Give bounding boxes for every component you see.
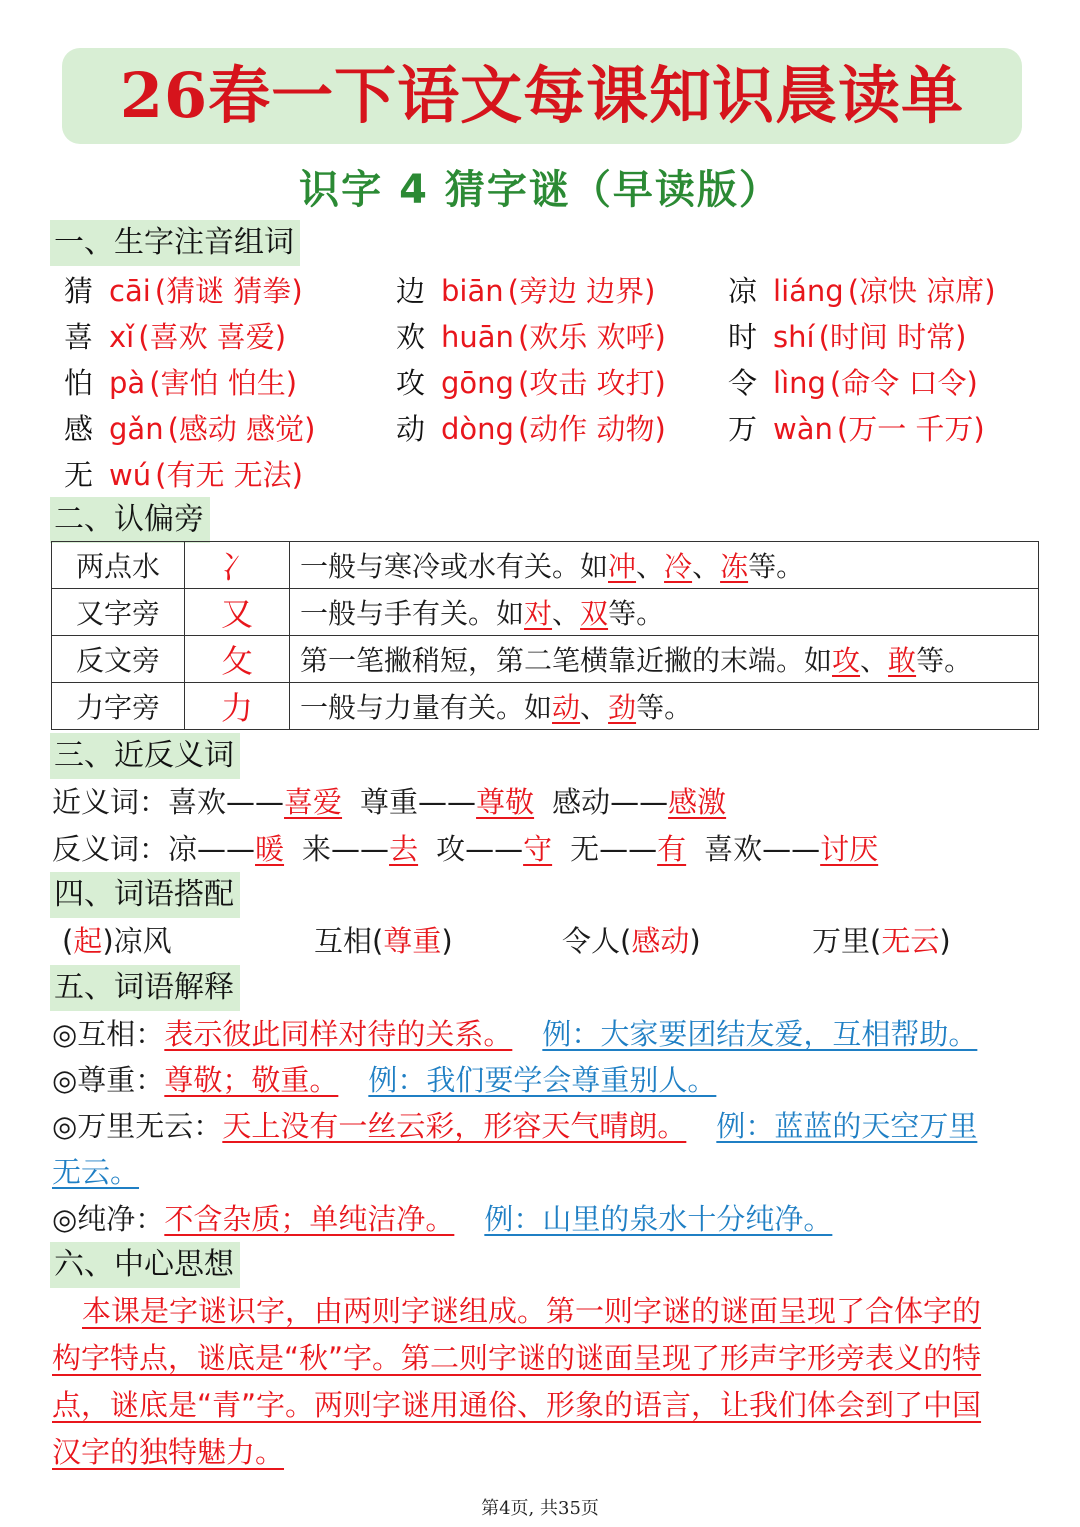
character: 欢 [396, 320, 426, 354]
radical-desc-suffix: 等。 [636, 691, 693, 724]
definition-example: 例：我们要学会尊重别人。 [368, 1063, 717, 1097]
collocation-item [314, 918, 453, 964]
collocation-suffix: ) [441, 924, 453, 958]
radical-desc-suffix: 等。 [608, 597, 665, 630]
definition-meaning: 尊敬；敬重。 [164, 1063, 339, 1097]
pinyin: xǐ [109, 320, 135, 354]
word-group: (万一 千万) [836, 412, 985, 446]
section-heading-synonyms: 三、近反义词 [50, 733, 240, 779]
section-heading-collocations: 四、词语搭配 [50, 872, 240, 918]
word-group: (时间 时常) [818, 320, 967, 354]
radical-desc-suffix: 等。 [916, 644, 973, 677]
character-entry [64, 314, 286, 360]
pairs-label: 反义词： [52, 832, 169, 866]
synonym-line [52, 779, 726, 825]
word-group: (攻击 攻打) [517, 366, 666, 400]
collocation-suffix: ) [689, 924, 701, 958]
definition-row [52, 1011, 977, 1057]
character-entry [64, 406, 315, 452]
radical-example: 冻 [720, 550, 749, 583]
central-idea-line: 汉字的独特魅力。 [52, 1435, 285, 1469]
character-entry [396, 406, 666, 452]
radical-example: 劲 [608, 691, 637, 724]
collocation-answer: 起 [73, 924, 103, 958]
separator: 、 [860, 644, 889, 677]
character: 令 [728, 366, 758, 400]
page-title: 26春一下语文每课知识晨读单 [119, 59, 965, 132]
definition-row-continued [52, 1149, 139, 1195]
character-entry [64, 452, 303, 498]
pair-word: 凉—— [168, 832, 256, 866]
pair-answer: 感激 [668, 785, 727, 819]
pair-word: 来—— [302, 832, 390, 866]
pair-word: 喜欢—— [168, 785, 285, 819]
radical-desc-text: 一般与手有关。如 [300, 597, 525, 630]
pinyin: huān [441, 320, 514, 354]
radical-row [52, 542, 1039, 589]
radical-description [290, 683, 1039, 730]
section-heading-radicals: 二、认偏旁 [50, 497, 210, 543]
collocation-item [62, 918, 172, 964]
radical-desc-text: 一般与寒冷或水有关。如 [300, 550, 609, 583]
pinyin: cāi [109, 274, 151, 308]
collocation-answer: 感动 [631, 924, 690, 958]
word-group: (有无 无法) [155, 458, 303, 492]
radical-name: 又字旁 [52, 589, 185, 636]
pair-answer: 尊敬 [476, 785, 535, 819]
separator: 、 [552, 597, 581, 630]
radical-desc-text: 一般与力量有关。如 [300, 691, 553, 724]
pair-answer: 暖 [255, 832, 285, 866]
pinyin: gōng [441, 366, 514, 400]
character-entry [728, 406, 985, 452]
word-group: (喜欢 喜爱) [138, 320, 287, 354]
definition-row [52, 1057, 716, 1103]
central-idea-line: 构字特点，谜底是“秋”字。第二则字谜的谜面呈现了形声字形旁表义的特 [52, 1341, 982, 1375]
radical-name: 反文旁 [52, 636, 185, 683]
pair-answer: 去 [389, 832, 419, 866]
character-entry [64, 268, 303, 314]
pinyin: gǎn [109, 412, 164, 446]
word-group: (欢乐 欢呼) [517, 320, 666, 354]
separator: 、 [692, 550, 721, 583]
radical-name: 两点水 [52, 542, 185, 589]
character: 无 [64, 458, 94, 492]
definition-example-continued: 无云。 [52, 1155, 140, 1189]
radical-example: 攻 [832, 644, 861, 677]
character: 喜 [64, 320, 94, 354]
radical-desc-text: 第一笔撇稍短，第二笔横靠近撇的末端。如 [300, 644, 833, 677]
lesson-subtitle: 识字 4 猜字谜（早读版） [299, 167, 781, 213]
section-heading-characters: 一、生字注音组词 [50, 220, 300, 266]
central-idea-line: 点，谜底是“青”字。两则字谜用通俗、形象的语言，让我们体会到了中国 [52, 1388, 982, 1422]
word-group: (旁边 边界) [507, 274, 656, 308]
character: 边 [396, 274, 426, 308]
radical-symbol: 攵 [185, 636, 290, 683]
radical-description [290, 636, 1039, 683]
character: 凉 [728, 274, 758, 308]
definition-example: 例：蓝蓝的天空万里 [716, 1109, 978, 1143]
radical-row [52, 589, 1039, 636]
page-footer: 第4页, 共35页 [481, 1498, 599, 1519]
central-idea-line: 本课是字谜识字，由两则字谜组成。第一则字谜的谜面呈现了合体字的 [82, 1294, 982, 1328]
collocation-prefix: 互相( [314, 924, 384, 958]
radical-row [52, 683, 1039, 730]
radical-example: 双 [580, 597, 609, 630]
section-heading-central-idea: 六、中心思想 [50, 1242, 240, 1288]
collocation-item [812, 918, 951, 964]
pair-answer: 守 [523, 832, 553, 866]
radical-example: 动 [552, 691, 581, 724]
word-group: (害怕 怕生) [149, 366, 298, 400]
character-entry [728, 360, 978, 406]
character-entry [396, 268, 656, 314]
definition-meaning: 天上没有一丝云彩，形容天气晴朗。 [222, 1109, 687, 1143]
pinyin: pà [109, 366, 146, 400]
character: 时 [728, 320, 758, 354]
definition-term: ◎尊重： [52, 1063, 165, 1097]
character-entry [728, 268, 996, 314]
radical-description [290, 589, 1039, 636]
radical-symbol: 力 [185, 683, 290, 730]
radical-desc-suffix: 等。 [748, 550, 805, 583]
character: 动 [396, 412, 426, 446]
pinyin: lìng [773, 366, 826, 400]
definition-meaning: 表示彼此同样对待的关系。 [164, 1017, 513, 1051]
pair-word: 喜欢—— [704, 832, 821, 866]
collocation-suffix: ) [939, 924, 951, 958]
collocation-prefix: 万里( [812, 924, 882, 958]
pinyin: dòng [441, 412, 514, 446]
definition-meaning: 不含杂质；单纯洁净。 [164, 1202, 455, 1236]
definition-example: 例：大家要团结友爱，互相帮助。 [542, 1017, 978, 1051]
radical-symbol: 又 [185, 589, 290, 636]
separator: 、 [580, 691, 609, 724]
character: 猜 [64, 274, 94, 308]
radical-example: 对 [524, 597, 553, 630]
pair-word: 感动—— [552, 785, 669, 819]
pair-answer: 喜爱 [284, 785, 343, 819]
pair-word: 无—— [570, 832, 658, 866]
collocation-answer: 无云 [881, 924, 940, 958]
pair-answer: 讨厌 [820, 832, 879, 866]
character: 怕 [64, 366, 94, 400]
pair-word: 攻—— [436, 832, 524, 866]
radical-row [52, 636, 1039, 683]
radical-example: 敢 [888, 644, 917, 677]
definition-row [52, 1103, 977, 1149]
character: 万 [728, 412, 758, 446]
separator: 、 [636, 550, 665, 583]
definition-term: ◎纯净： [52, 1202, 165, 1236]
radical-example: 冷 [664, 550, 693, 583]
pinyin: wàn [773, 412, 833, 446]
word-group: (猜谜 猜拳) [154, 274, 303, 308]
collocation-suffix: )凉风 [102, 924, 172, 958]
character: 感 [64, 412, 94, 446]
character-entry [728, 314, 966, 360]
antonym-line [52, 826, 878, 872]
collocation-item [562, 918, 701, 964]
collocation-prefix: ( [62, 924, 74, 958]
character-entry [64, 360, 297, 406]
definition-example: 例：山里的泉水十分纯净。 [484, 1202, 833, 1236]
definition-term: ◎互相： [52, 1017, 165, 1051]
character-entry [396, 314, 666, 360]
section-heading-definitions: 五、词语解释 [50, 965, 240, 1011]
character-entry [396, 360, 666, 406]
character: 攻 [396, 366, 426, 400]
radical-name: 力字旁 [52, 683, 185, 730]
pinyin: wú [109, 458, 152, 492]
definition-term: ◎万里无云： [52, 1109, 223, 1143]
word-group: (动作 动物) [517, 412, 666, 446]
pinyin: shí [773, 320, 815, 354]
radical-example: 冲 [608, 550, 637, 583]
pairs-label: 近义词： [52, 785, 169, 819]
word-group: (凉快 凉席) [847, 274, 996, 308]
central-idea-paragraph [52, 1288, 1032, 1476]
radicals-table [51, 541, 1039, 730]
pinyin: biān [441, 274, 504, 308]
title-banner [62, 48, 1022, 144]
word-group: (命令 口令) [829, 366, 978, 400]
radical-symbol: 冫 [185, 542, 290, 589]
pinyin: liáng [773, 274, 844, 308]
collocation-prefix: 令人( [562, 924, 632, 958]
pair-word: 尊重—— [360, 785, 477, 819]
definition-row [52, 1196, 832, 1242]
collocation-answer: 尊重 [383, 924, 442, 958]
radical-description [290, 542, 1039, 589]
pair-answer: 有 [657, 832, 687, 866]
word-group: (感动 感觉) [167, 412, 316, 446]
